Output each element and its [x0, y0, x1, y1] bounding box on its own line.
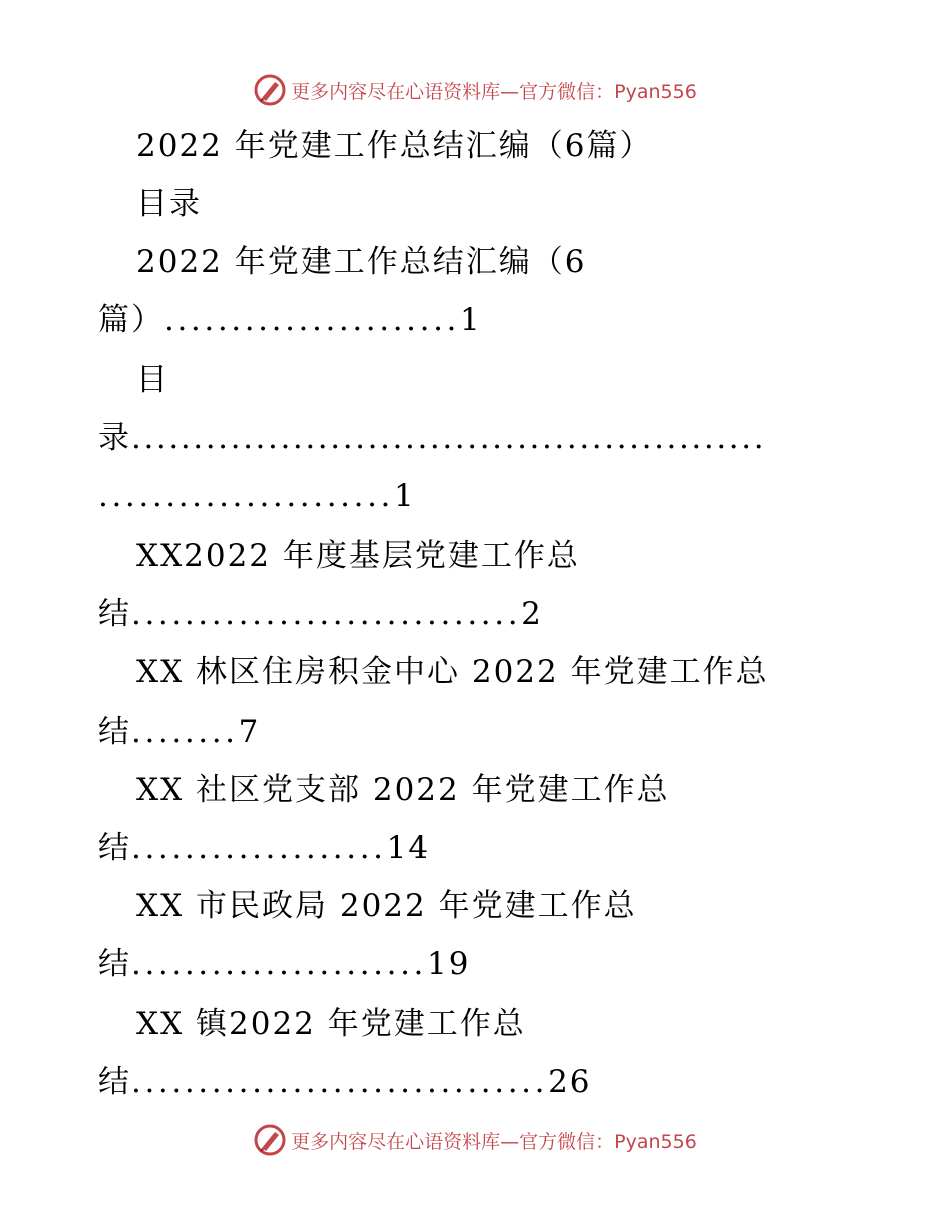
toc-entry-title-cont: 篇） — [98, 302, 164, 338]
toc-entry-title: XX2022 年度基层党建工作总 — [136, 538, 580, 574]
toc-entry-line[interactable] — [98, 476, 416, 516]
watermark-header — [0, 70, 950, 110]
toc-leader-dots: ...................... — [98, 478, 394, 514]
toc-page-number: 1 — [394, 478, 416, 514]
toc-leader-dots: ............................... — [131, 1064, 549, 1100]
toc-entry-line[interactable] — [98, 1062, 592, 1102]
toc-leader-dots: ...................... — [164, 302, 460, 338]
toc-entry-title-cont: 结 — [98, 714, 131, 750]
toc-entry-line[interactable] — [98, 594, 543, 634]
toc-page-number: 7 — [238, 714, 261, 750]
toc-entry-title-cont: 结 — [98, 946, 131, 982]
toc-entry-title-cont: 结 — [98, 1064, 131, 1100]
toc-leader-dots: ................................................... — [131, 420, 767, 456]
toc-page-number: 26 — [548, 1064, 592, 1100]
toc-leader-dots: ........ — [131, 714, 239, 750]
toc-page-number: 1 — [460, 302, 482, 338]
watermark-footer — [0, 1120, 950, 1160]
toc-page-number: 19 — [427, 946, 471, 982]
toc-entry-title: XX 镇2022 年党建工作总 — [136, 1006, 526, 1042]
toc-entry-line[interactable] — [98, 712, 260, 752]
toc-entry-title-cont: 录 — [98, 420, 131, 456]
toc-page-number: 14 — [386, 830, 431, 866]
toc-entry-line[interactable] — [98, 300, 482, 340]
document-title: 2022 年党建工作总结汇编（6篇） — [136, 128, 653, 164]
toc-entry-title-cont: 结 — [98, 830, 131, 866]
toc-leader-dots: ...................... — [131, 946, 427, 982]
toc-entry-title: XX 林区住房积金中心 2022 年党建工作总 — [136, 654, 769, 690]
pen-logo-icon — [253, 73, 287, 107]
toc-entry-title-cont: 结 — [98, 596, 131, 632]
toc-entry-title: 目 — [136, 362, 169, 398]
watermark-text: 更多内容尽在心语资料库—官方微信：Pyan556 — [291, 80, 697, 103]
toc-entry-title: XX 市民政局 2022 年党建工作总 — [136, 888, 637, 924]
toc-entry-title: XX 社区党支部 2022 年党建工作总 — [136, 772, 670, 808]
toc-heading: 目录 — [136, 186, 202, 222]
toc-entry-title: 2022 年党建工作总结汇编（6 — [136, 244, 587, 280]
toc-leader-dots: ............................. — [131, 596, 522, 632]
toc-page-number: 2 — [521, 596, 543, 632]
toc-leader-dots: ................... — [131, 830, 387, 866]
watermark-text: 更多内容尽在心语资料库—官方微信：Pyan556 — [291, 1130, 697, 1153]
pen-logo-icon — [253, 1123, 287, 1157]
toc-entry-line[interactable] — [98, 944, 470, 984]
toc-entry-line[interactable] — [98, 828, 430, 868]
toc-entry-line[interactable] — [98, 418, 766, 458]
